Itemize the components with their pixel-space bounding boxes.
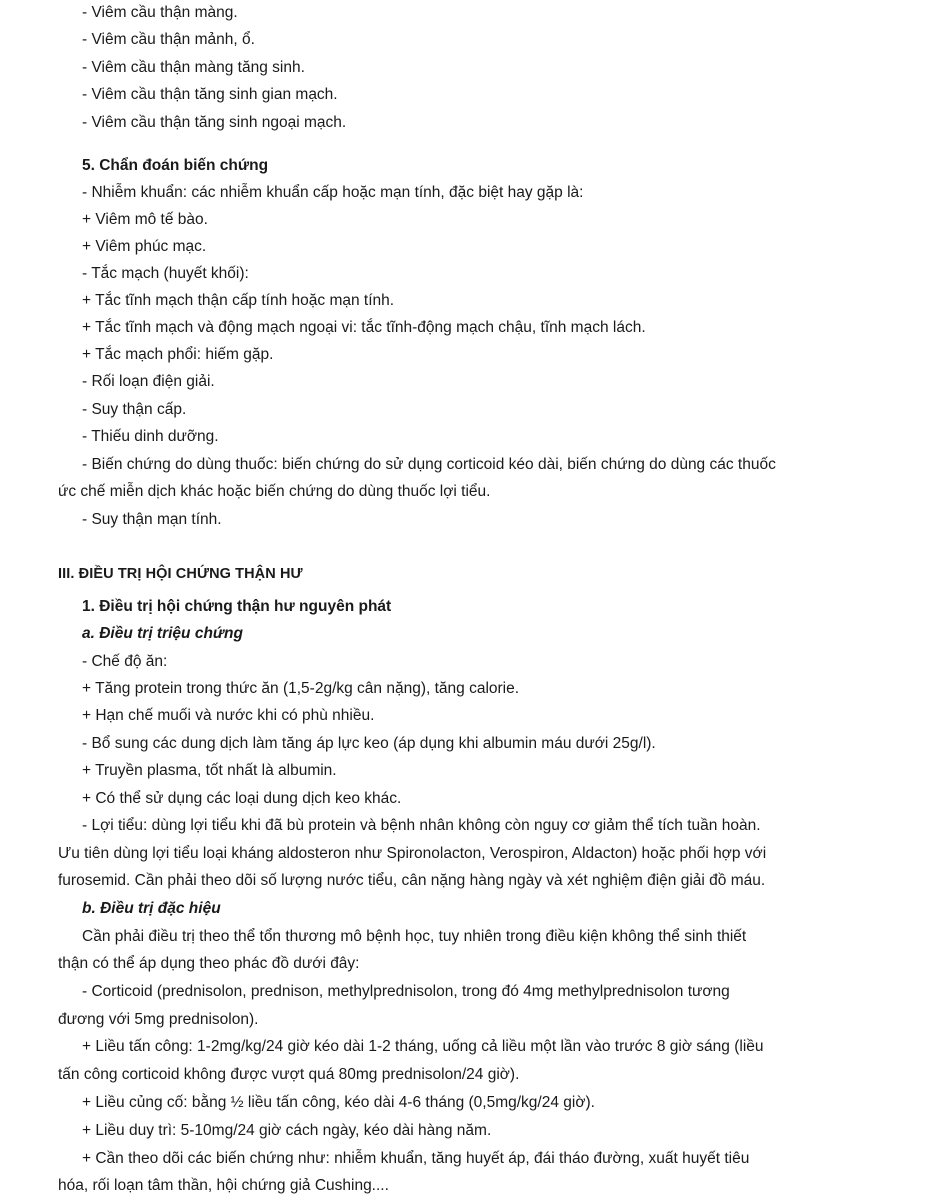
text-line: - Tắc mạch (huyết khối): — [82, 265, 249, 282]
text-line: + Tắc tĩnh mạch và động mạch ngoại vi: tắc tĩnh-động mạch chậu, tĩnh mạch lách. — [82, 319, 646, 336]
subsubsection-heading: b. Điều trị đặc hiệu — [82, 900, 221, 917]
text-line: - Viêm cầu thận mảnh, ổ. — [82, 31, 255, 48]
text-line: - Rối loạn điện giải. — [82, 373, 215, 390]
text-line: - Viêm cầu thận màng. — [82, 4, 238, 21]
text-line: + Viêm mô tế bào. — [82, 211, 208, 228]
text-line: + Tăng protein trong thức ăn (1,5-2g/kg cân nặng), tăng calorie. — [82, 680, 520, 697]
text-line: tấn công corticoid không được vượt quá 80mg prednisolon/24 giờ). — [58, 1066, 520, 1083]
text-line: + Liều duy trì: 5-10mg/24 giờ cách ngày, kéo dài hàng năm. — [82, 1122, 492, 1139]
text-line: + Liều củng cố: bằng ½ liều tấn công, kéo dài 4-6 tháng (0,5mg/kg/24 giờ). — [82, 1094, 595, 1111]
text-line: Cần phải điều trị theo thể tổn thương mô bệnh học, tuy nhiên trong điều kiện không thể sinh thiết — [82, 928, 747, 945]
text-line: - Suy thận mạn tính. — [82, 511, 222, 528]
text-line: + Có thể sử dụng các loại dung dịch keo khác. — [82, 790, 402, 807]
text-line: + Hạn chế muối và nước khi có phù nhiều. — [82, 707, 375, 724]
text-line: - Corticoid (prednisolon, prednison, methylprednisolon, trong đó 4mg methylprednisolon tương — [82, 983, 730, 1000]
text-line: - Thiếu dinh dưỡng. — [82, 428, 219, 445]
text-line: + Tắc mạch phổi: hiếm gặp. — [82, 346, 274, 363]
text-line: - Biến chứng do dùng thuốc: biến chứng do sử dụng corticoid kéo dài, biến chứng do dùng các thuốc — [82, 456, 776, 473]
text-line: - Viêm cầu thận màng tăng sinh. — [82, 59, 305, 76]
text-line: + Truyền plasma, tốt nhất là albumin. — [82, 762, 337, 779]
text-line: - Suy thận cấp. — [82, 401, 187, 418]
text-line: thận có thể áp dụng theo phác đồ dưới đây: — [58, 955, 360, 972]
subsubsection-heading: a. Điều trị triệu chứng — [82, 625, 243, 642]
text-line: Ưu tiên dùng lợi tiểu loại kháng aldosteron như Spironolacton, Verospiron, Aldacton) hoặc phối hợp với — [58, 845, 767, 862]
text-line: - Viêm cầu thận tăng sinh gian mạch. — [82, 86, 338, 103]
chapter-heading: III. ĐIỀU TRỊ HỘI CHỨNG THẬN HƯ — [58, 566, 303, 582]
section-heading: 5. Chẩn đoán biến chứng — [82, 157, 269, 174]
text-line: - Bổ sung các dung dịch làm tăng áp lực keo (áp dụng khi albumin máu dưới 25g/l). — [82, 735, 656, 752]
text-line: + Liều tấn công: 1-2mg/kg/24 giờ kéo dài 1-2 tháng, uống cả liều một lần vào trước 8 giờ sáng (liều — [82, 1038, 764, 1055]
text-line: - Viêm cầu thận tăng sinh ngoại mạch. — [82, 114, 347, 131]
text-line: hóa, rối loạn tâm thần, hội chứng giả Cushing.... — [58, 1177, 389, 1194]
text-line: + Tắc tĩnh mạch thận cấp tính hoặc mạn tính. — [82, 292, 395, 309]
text-line: đương với 5mg prednisolon). — [58, 1011, 259, 1028]
text-line: furosemid. Cần phải theo dõi số lượng nước tiểu, cân nặng hàng ngày và xét nghiệm điện giải đồ máu. — [58, 872, 766, 889]
text-line: + Cần theo dõi các biến chứng như: nhiễm khuẩn, tăng huyết áp, đái tháo đường, xuất huyết tiêu — [82, 1150, 750, 1167]
subsection-heading: 1. Điều trị hội chứng thận hư nguyên phát — [82, 598, 392, 615]
text-line: + Viêm phúc mạc. — [82, 238, 207, 255]
text-line: - Chế độ ăn: — [82, 653, 168, 670]
text-line: ức chế miễn dịch khác hoặc biến chứng do dùng thuốc lợi tiểu. — [58, 483, 491, 500]
text-line: - Nhiễm khuẩn: các nhiễm khuẩn cấp hoặc mạn tính, đặc biệt hay gặp là: — [82, 184, 584, 201]
text-line: - Lợi tiểu: dùng lợi tiểu khi đã bù protein và bệnh nhân không còn nguy cơ giảm thể tích tuần hoàn. — [82, 817, 761, 834]
